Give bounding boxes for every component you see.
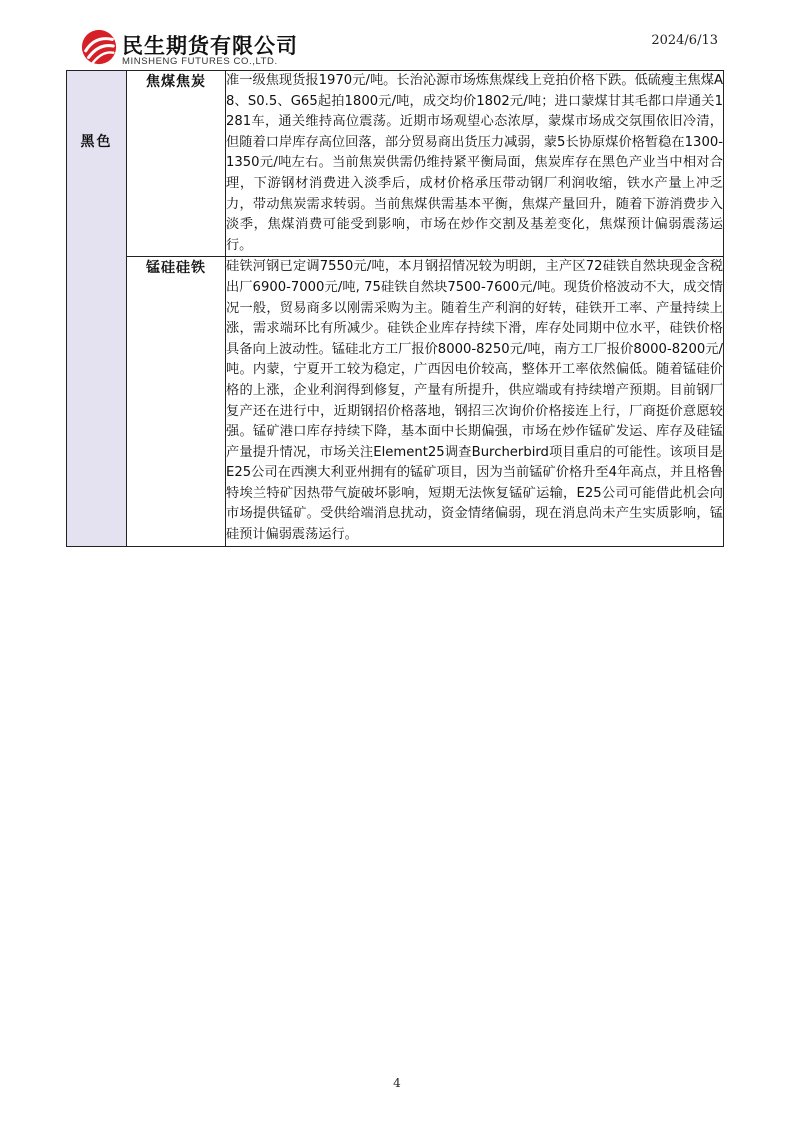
analysis-cell: [226, 71, 724, 257]
company-name-cn: 民生期货有限公司: [122, 34, 298, 58]
commodity-analysis-table: [66, 70, 724, 547]
report-date: 2024/6/13: [651, 33, 718, 48]
analysis-cell: [226, 257, 724, 546]
page-number: 4: [393, 1076, 401, 1090]
table-row: [67, 71, 724, 257]
company-logo: [80, 28, 320, 72]
page-header: [0, 0, 794, 75]
analysis-text-ferroalloy: 硅铁河钢已定调7550元/吨，本月钢招情况较为明朗，主产区72硅铁自然块现金含税出厂6900-7000元/吨, 75硅铁自然块7500-7600元/吨。现货价格波动不大，成交情况一般，贸易商多以刚需采购为主。随着生产利润的好转，硅铁开工率、产量持续上涨，需求端环比有所减少。硅铁企业库存持续下滑，库存处同期中位水平，硅铁价格具备向上波动性。锰硅北方工厂报价8000-8250元/吨，南方工厂报价8000-8200元/吨。内蒙，宁夏开工较为稳定，广西因电价较高，整体开工率依然偏低。随着锰硅价格的上涨，企业利润得到修复，产量有所提升，供应端或有持续增产预期。目前钢厂复产还在进行中，近期钢招价格落地，钢招三次询价价格接连上行，厂商挺价意愿较强。锰矿港口库存持续下降，基本面中长期偏强，市场在炒作锰矿发运、库存及硅锰产量提升情况，市场关注Element25调查Burcherbird项目重启的可能性。该项目是E25公司在西澳大利亚州拥有的锰矿项目，因为当前锰矿价格升至4年高点，并且格鲁特埃兰特矿因热带气旋破坏影响，短期无法恢复锰矿运输，E25公司可能借此机会向市场提供锰矿。受供给端消息扰动，资金情绪偏弱，现在消息尚未产生实质影响，锰硅预计偏弱震荡运行。: [226, 259, 723, 543]
sector-cell: [67, 71, 127, 547]
minsheng-logo-icon: [80, 28, 118, 66]
commodity-cell: [127, 71, 226, 257]
commodity-label-ferroalloy: 锰硅硅铁: [146, 260, 206, 277]
table-row: [67, 257, 724, 546]
sector-label: 黑色: [80, 134, 113, 150]
commodity-cell: [127, 257, 226, 546]
company-name-en: MINSHENG FUTURES CO.,LTD.: [122, 56, 278, 67]
analysis-text-coking-coal: 准一级焦现货报1970元/吨。长治沁源市场炼焦煤线上竞拍价格下跌。低硫瘦主焦煤A8、S0.5、G65起拍1800元/吨，成交均价1802元/吨；进口蒙煤甘其毛都口岸通关1281车，通关维持高位震荡。近期市场观望心态浓厚，蒙煤市场成交氛围依旧冷清，但随着口岸库存高位回落，部分贸易商出货压力减弱，蒙5长协原煤价格暂稳在1300-1350元/吨左右。当前焦炭供需仍维持紧平衡局面，焦炭库存在黑色产业当中相对合理，下游钢材消费进入淡季后，成材价格承压带动钢厂利润收缩，铁水产量上冲乏力，带动焦炭需求转弱。当前焦煤供需基本平衡，焦煤产量回升，随着下游消费步入淡季，焦煤消费可能受到影响，市场在炒作交割及基差变化，焦煤预计偏弱震荡运行。: [226, 73, 723, 253]
commodity-label-coking-coal: 焦煤焦炭: [146, 74, 206, 90]
